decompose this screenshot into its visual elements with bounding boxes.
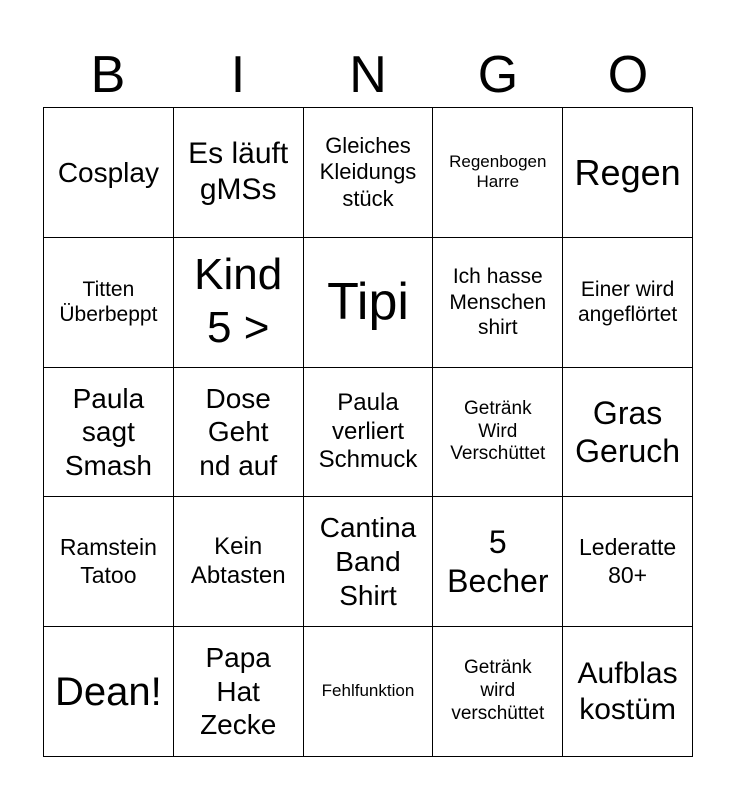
bingo-cell[interactable] xyxy=(304,368,434,498)
bingo-cell[interactable] xyxy=(433,108,563,238)
bingo-cell-text: Getränk wird verschüttet xyxy=(451,657,545,724)
bingo-cell[interactable] xyxy=(44,238,174,368)
bingo-cell-text: Regen xyxy=(574,151,681,193)
bingo-cell[interactable] xyxy=(563,627,693,757)
bingo-cell[interactable] xyxy=(304,497,434,627)
header-letter-n: N xyxy=(349,46,387,104)
header-letter-g: G xyxy=(477,46,519,104)
bingo-cell-text: Lederatte 80+ xyxy=(578,534,677,588)
bingo-cell-text: Cantina Band Shirt xyxy=(319,512,417,611)
bingo-cell-text: Ramstein Tatoo xyxy=(59,534,157,588)
bingo-cell[interactable] xyxy=(563,238,693,368)
bingo-cell-text: Einer wird angeflörtet xyxy=(577,277,678,327)
bingo-cell-text: Kein Abtasten xyxy=(190,532,286,589)
bingo-cell[interactable] xyxy=(44,108,174,238)
bingo-header xyxy=(43,46,693,104)
bingo-cell-text: Dean! xyxy=(55,669,162,714)
header-letter-b: B xyxy=(90,46,126,104)
bingo-cell[interactable] xyxy=(433,497,563,627)
bingo-cell-text: Paula verliert Schmuck xyxy=(318,388,418,474)
bingo-cell[interactable] xyxy=(433,368,563,498)
bingo-cell-text: Getränk Wird Verschüttet xyxy=(450,397,546,465)
bingo-cell-text: Tipi xyxy=(327,272,409,331)
bingo-cell[interactable] xyxy=(174,627,304,757)
bingo-cell-text: Dose Geht nd auf xyxy=(199,382,278,481)
bingo-cell[interactable] xyxy=(563,368,693,498)
bingo-cell-text: Ich hasse Menschen shirt xyxy=(449,265,547,339)
bingo-cell-text: Kind 5 > xyxy=(194,250,283,353)
bingo-cell-text: Paula sagt Smash xyxy=(64,382,152,481)
bingo-cell-text: 5 Becher xyxy=(447,524,549,599)
bingo-cell[interactable] xyxy=(304,238,434,368)
bingo-cell-text: Aufblas kostüm xyxy=(577,656,678,726)
bingo-cell[interactable] xyxy=(433,627,563,757)
bingo-cell-text: Es läuft gMSs xyxy=(188,137,289,207)
bingo-cell[interactable] xyxy=(304,108,434,238)
bingo-cell-text: Gras Geruch xyxy=(575,394,681,469)
bingo-cell[interactable] xyxy=(44,627,174,757)
bingo-cell[interactable] xyxy=(174,108,304,238)
bingo-cell-text: Fehlfunktion xyxy=(321,681,415,701)
bingo-card-grid xyxy=(43,107,693,757)
bingo-cell[interactable] xyxy=(44,368,174,498)
bingo-cell-text: Titten Überbeppt xyxy=(59,277,158,327)
bingo-cell[interactable] xyxy=(304,627,434,757)
header-letter-o: O xyxy=(607,46,649,104)
bingo-cell-text: Regenbogen Harre xyxy=(449,151,547,192)
bingo-cell[interactable] xyxy=(563,108,693,238)
bingo-cell[interactable] xyxy=(433,238,563,368)
bingo-cell[interactable] xyxy=(44,497,174,627)
bingo-cell-text: Cosplay xyxy=(57,156,159,188)
bingo-cell[interactable] xyxy=(174,238,304,368)
bingo-cell[interactable] xyxy=(174,497,304,627)
bingo-cell-text: Gleiches Kleidungs stück xyxy=(319,132,417,211)
bingo-cell-text: Papa Hat Zecke xyxy=(200,642,277,741)
bingo-cell[interactable] xyxy=(563,497,693,627)
bingo-cell[interactable] xyxy=(174,368,304,498)
header-letter-i: I xyxy=(230,46,246,104)
